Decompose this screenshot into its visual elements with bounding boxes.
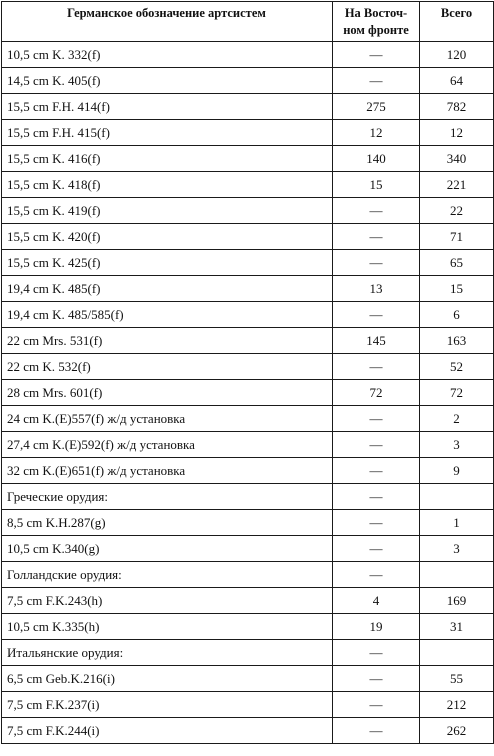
cell-total: 65 bbox=[420, 250, 494, 276]
table-row bbox=[2, 666, 494, 692]
header-eastern-front-line1: На Восточ- bbox=[344, 6, 408, 20]
table-row bbox=[2, 68, 494, 94]
header-total: Всего bbox=[420, 2, 494, 42]
table-row bbox=[2, 146, 494, 172]
cell-eastern-front: 145 bbox=[333, 328, 420, 354]
cell-designation: 7,5 cm F.K.243(h) bbox=[2, 588, 333, 614]
table-header bbox=[2, 2, 494, 42]
cell-total bbox=[420, 484, 494, 510]
cell-designation: 10,5 cm K.340(g) bbox=[2, 536, 333, 562]
table-row bbox=[2, 510, 494, 536]
cell-total: 212 bbox=[420, 692, 494, 718]
cell-total: 52 bbox=[420, 354, 494, 380]
cell-designation: 7,5 cm F.K.244(i) bbox=[2, 718, 333, 744]
cell-total: 2 bbox=[420, 406, 494, 432]
cell-eastern-front: — bbox=[333, 484, 420, 510]
cell-eastern-front: — bbox=[333, 536, 420, 562]
cell-total: 169 bbox=[420, 588, 494, 614]
table-row bbox=[2, 302, 494, 328]
cell-eastern-front: — bbox=[333, 640, 420, 666]
cell-total: 221 bbox=[420, 172, 494, 198]
cell-total: 782 bbox=[420, 94, 494, 120]
cell-eastern-front: 72 bbox=[333, 380, 420, 406]
cell-designation: 15,5 cm K. 419(f) bbox=[2, 198, 333, 224]
table-row bbox=[2, 536, 494, 562]
cell-designation: Итальянские орудия: bbox=[2, 640, 333, 666]
cell-total: 55 bbox=[420, 666, 494, 692]
cell-eastern-front: — bbox=[333, 666, 420, 692]
cell-eastern-front: 13 bbox=[333, 276, 420, 302]
cell-designation: 14,5 cm K. 405(f) bbox=[2, 68, 333, 94]
cell-eastern-front: — bbox=[333, 250, 420, 276]
table-row bbox=[2, 42, 494, 68]
header-designation: Германское обозначение артсистем bbox=[2, 2, 333, 42]
table-row bbox=[2, 224, 494, 250]
cell-eastern-front: 140 bbox=[333, 146, 420, 172]
table-row bbox=[2, 198, 494, 224]
cell-total: 72 bbox=[420, 380, 494, 406]
cell-eastern-front: 15 bbox=[333, 172, 420, 198]
cell-eastern-front: 4 bbox=[333, 588, 420, 614]
cell-total bbox=[420, 562, 494, 588]
cell-eastern-front: — bbox=[333, 354, 420, 380]
cell-designation: 32 cm K.(E)651(f) ж/д установка bbox=[2, 458, 333, 484]
cell-designation: 24 cm K.(E)557(f) ж/д установка bbox=[2, 406, 333, 432]
cell-designation: 15,5 cm K. 418(f) bbox=[2, 172, 333, 198]
table-row bbox=[2, 484, 494, 510]
cell-total: 1 bbox=[420, 510, 494, 536]
cell-eastern-front: — bbox=[333, 68, 420, 94]
cell-eastern-front: — bbox=[333, 510, 420, 536]
cell-eastern-front: — bbox=[333, 42, 420, 68]
cell-total: 31 bbox=[420, 614, 494, 640]
cell-total: 340 bbox=[420, 146, 494, 172]
cell-eastern-front: — bbox=[333, 718, 420, 744]
table-row bbox=[2, 276, 494, 302]
header-eastern-front-line2: ном фронте bbox=[343, 23, 409, 37]
cell-eastern-front: — bbox=[333, 224, 420, 250]
table-row bbox=[2, 458, 494, 484]
artillery-table bbox=[1, 1, 494, 744]
cell-eastern-front: 275 bbox=[333, 94, 420, 120]
cell-total: 22 bbox=[420, 198, 494, 224]
table-row bbox=[2, 562, 494, 588]
cell-total: 6 bbox=[420, 302, 494, 328]
cell-eastern-front: — bbox=[333, 692, 420, 718]
cell-designation: 15,5 cm K. 416(f) bbox=[2, 146, 333, 172]
cell-designation: Греческие орудия: bbox=[2, 484, 333, 510]
cell-total: 3 bbox=[420, 432, 494, 458]
cell-total: 12 bbox=[420, 120, 494, 146]
cell-eastern-front: — bbox=[333, 198, 420, 224]
cell-total: 163 bbox=[420, 328, 494, 354]
cell-designation: Голландские орудия: bbox=[2, 562, 333, 588]
table-row bbox=[2, 120, 494, 146]
cell-total: 64 bbox=[420, 68, 494, 94]
table-body bbox=[2, 42, 494, 744]
cell-eastern-front: — bbox=[333, 458, 420, 484]
table-row bbox=[2, 328, 494, 354]
table-row bbox=[2, 94, 494, 120]
cell-eastern-front: — bbox=[333, 302, 420, 328]
header-row bbox=[2, 2, 494, 42]
cell-designation: 22 cm Mrs. 531(f) bbox=[2, 328, 333, 354]
table-row bbox=[2, 588, 494, 614]
cell-designation: 15,5 cm K. 425(f) bbox=[2, 250, 333, 276]
cell-designation: 19,4 cm K. 485/585(f) bbox=[2, 302, 333, 328]
cell-designation: 6,5 cm Geb.K.216(i) bbox=[2, 666, 333, 692]
cell-designation: 8,5 cm K.H.287(g) bbox=[2, 510, 333, 536]
table-row bbox=[2, 640, 494, 666]
cell-eastern-front: — bbox=[333, 562, 420, 588]
cell-designation: 27,4 cm K.(E)592(f) ж/д установка bbox=[2, 432, 333, 458]
cell-designation: 19,4 cm K. 485(f) bbox=[2, 276, 333, 302]
header-eastern-front bbox=[333, 2, 420, 42]
cell-designation: 15,5 cm F.H. 414(f) bbox=[2, 94, 333, 120]
table-row bbox=[2, 614, 494, 640]
cell-eastern-front: 12 bbox=[333, 120, 420, 146]
cell-eastern-front: — bbox=[333, 406, 420, 432]
table-row bbox=[2, 432, 494, 458]
table-row bbox=[2, 718, 494, 744]
cell-total: 3 bbox=[420, 536, 494, 562]
cell-total: 15 bbox=[420, 276, 494, 302]
table-row bbox=[2, 172, 494, 198]
table-row bbox=[2, 692, 494, 718]
cell-designation: 28 cm Mrs. 601(f) bbox=[2, 380, 333, 406]
cell-eastern-front: — bbox=[333, 432, 420, 458]
cell-designation: 15,5 cm F.H. 415(f) bbox=[2, 120, 333, 146]
cell-total: 9 bbox=[420, 458, 494, 484]
table-row bbox=[2, 406, 494, 432]
table-row bbox=[2, 380, 494, 406]
cell-total: 71 bbox=[420, 224, 494, 250]
cell-total bbox=[420, 640, 494, 666]
cell-eastern-front: 19 bbox=[333, 614, 420, 640]
cell-designation: 22 cm K. 532(f) bbox=[2, 354, 333, 380]
table-row bbox=[2, 250, 494, 276]
cell-designation: 15,5 cm K. 420(f) bbox=[2, 224, 333, 250]
cell-designation: 10,5 cm K.335(h) bbox=[2, 614, 333, 640]
cell-designation: 7,5 cm F.K.237(i) bbox=[2, 692, 333, 718]
cell-total: 262 bbox=[420, 718, 494, 744]
table-row bbox=[2, 354, 494, 380]
cell-designation: 10,5 cm K. 332(f) bbox=[2, 42, 333, 68]
cell-total: 120 bbox=[420, 42, 494, 68]
